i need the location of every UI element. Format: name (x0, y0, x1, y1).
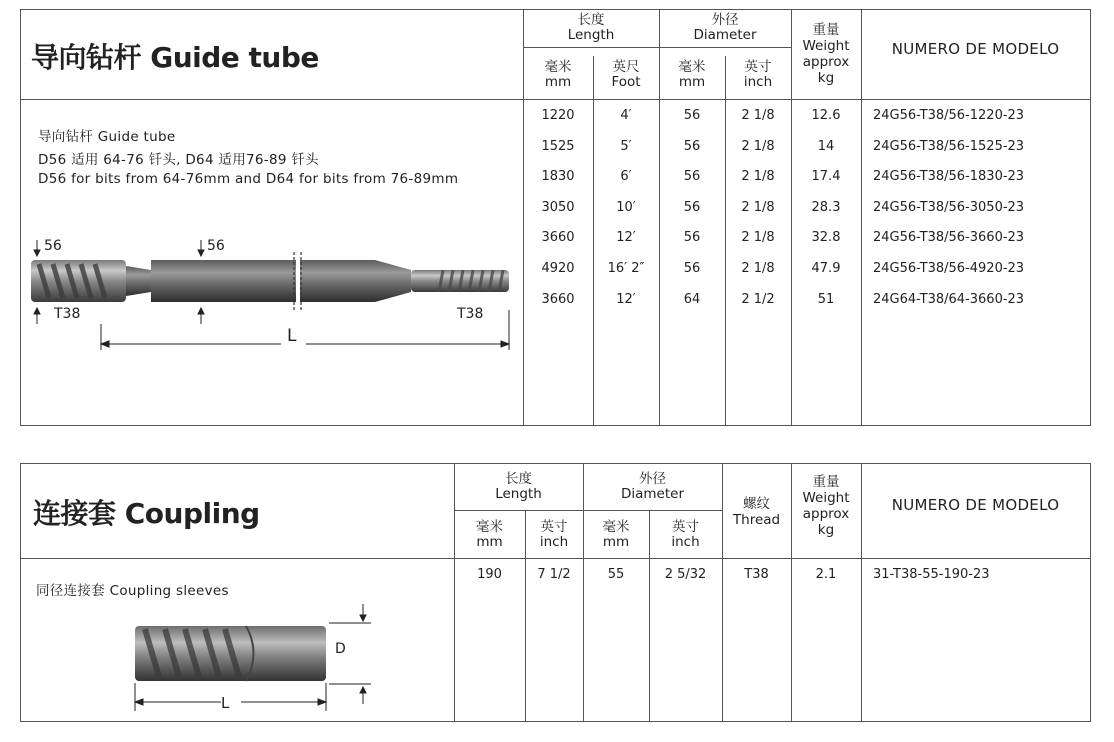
table-cell-mm: 1830 (541, 169, 575, 185)
table-cell-model: 24G56-T38/56-3050-23 (873, 199, 1025, 215)
divider (454, 510, 722, 511)
length-label: L (221, 694, 230, 712)
divider (454, 464, 455, 721)
table-cell-mm: 3660 (541, 230, 575, 246)
table-cell-foot: 5′ (620, 138, 632, 154)
header-length: 长度 Length (567, 12, 615, 43)
header-diameter: 外径 Diameter (693, 12, 757, 43)
thread-label: T38 (457, 306, 484, 322)
thread-label: T38 (54, 306, 81, 322)
header-length: 长度 Length (495, 471, 542, 502)
table-cell-mm: 3660 (541, 291, 575, 307)
table-cell-foot: 10′ (616, 199, 636, 215)
header-diameter-mm: 毫米 mm (678, 59, 706, 90)
table-cell-thread: T38 (744, 567, 769, 582)
table-cell-model: 24G56-T38/56-3660-23 (873, 230, 1025, 246)
table-cell-dmm: 64 (683, 291, 701, 307)
dimension-label: 56 (207, 238, 225, 254)
table-cell-kg: 2.1 (815, 567, 837, 582)
table-cell-foot: 16′ 2″ (607, 261, 645, 276)
header-mm: 毫米 mm (544, 59, 572, 90)
divider (523, 47, 791, 48)
table-cell-model: 31-T38-55-190-23 (873, 567, 990, 582)
section-title: 连接套 Coupling (33, 497, 260, 530)
header-inch: 英寸 inch (539, 519, 569, 550)
table-cell-inch: 2 1/8 (741, 261, 775, 276)
table-cell-model: 24G56-T38/56-1525-23 (873, 138, 1025, 154)
table-cell-foot: 12′ (616, 230, 636, 246)
table-cell-inch: 2 1/8 (741, 169, 775, 185)
table-cell-kg: 12.6 (811, 108, 841, 123)
divider (21, 558, 1090, 559)
table-cell-inch: 2 1/2 (741, 291, 775, 307)
description-line: D56 for bits from 64-76mm and D64 for bits from 76-89mm (38, 171, 459, 187)
table-cell-dmm: 56 (683, 199, 701, 215)
table-cell-mm: 1525 (541, 138, 575, 154)
header-inch: 英寸 inch (743, 59, 773, 90)
divider (583, 464, 584, 721)
header-mm: 毫米 mm (476, 519, 503, 550)
header-diameter-inch: 英寸 inch (671, 519, 700, 550)
header-thread: 螺纹 Thread (732, 496, 781, 528)
table-cell-foot: 12′ (616, 291, 636, 307)
divider (21, 99, 1090, 100)
coupling-drawing (121, 599, 391, 714)
header-weight: 重量 Weight approx kg (802, 22, 850, 86)
table-cell-foot: 6′ (620, 169, 632, 185)
header-model: NUMERO DE MODELO (891, 496, 1060, 514)
table-cell-model: 24G64-T38/64-3660-23 (873, 291, 1025, 307)
table-cell-kg: 32.8 (811, 230, 841, 246)
table-cell-kg: 51 (817, 291, 835, 307)
guide-tube-panel (20, 9, 1091, 426)
table-cell-inch: 2 1/8 (741, 199, 775, 215)
table-cell-model: 24G56-T38/56-1830-23 (873, 169, 1025, 185)
description-line: 同径连接套 Coupling sleeves (36, 583, 229, 599)
header-foot: 英尺 Foot (611, 59, 641, 90)
table-cell-mm: 190 (477, 567, 502, 582)
table-cell-dmm: 56 (683, 230, 701, 246)
table-cell-dmm: 56 (683, 169, 701, 185)
table-cell-kg: 17.4 (811, 169, 841, 185)
table-cell-mm: 4920 (541, 261, 575, 276)
header-diameter: 外径 Diameter (620, 471, 685, 502)
divider (861, 10, 862, 425)
table-cell-mm: 1220 (541, 108, 575, 123)
diameter-label: D (335, 641, 346, 657)
length-label: L (287, 326, 297, 346)
table-cell-dmm: 56 (683, 261, 701, 276)
table-cell-dmm: 55 (607, 567, 625, 582)
table-cell-model: 24G56-T38/56-1220-23 (873, 108, 1025, 123)
table-cell-foot: 4′ (620, 108, 632, 123)
table-cell-inch: 2 1/8 (741, 138, 775, 154)
table-cell-dinch: 2 5/32 (664, 567, 707, 582)
table-cell-model: 24G56-T38/56-4920-23 (873, 261, 1025, 276)
guide-tube-drawing (21, 230, 523, 350)
table-cell-inch: 2 1/8 (741, 108, 775, 123)
header-model: NUMERO DE MODELO (891, 40, 1060, 58)
coupling-panel (20, 463, 1091, 722)
description-line: 导向钻杆 Guide tube (38, 129, 176, 145)
table-cell-dmm: 56 (683, 138, 701, 154)
table-cell-inch: 2 1/8 (741, 230, 775, 246)
dimension-label: 56 (44, 238, 62, 254)
header-weight: 重量 Weight approx kg (802, 474, 850, 538)
table-cell-kg: 47.9 (811, 261, 841, 276)
table-cell-dmm: 56 (683, 108, 701, 123)
table-cell-kg: 14 (817, 138, 835, 154)
table-cell-inch: 7 1/2 (537, 567, 571, 582)
section-title: 导向钻杆 Guide tube (31, 41, 319, 74)
description-line: D56 适用 64-76 钎头, D64 适用76-89 钎头 (38, 152, 319, 168)
header-diameter-mm: 毫米 mm (602, 519, 630, 550)
table-cell-mm: 3050 (541, 199, 575, 215)
table-cell-kg: 28.3 (811, 199, 841, 215)
